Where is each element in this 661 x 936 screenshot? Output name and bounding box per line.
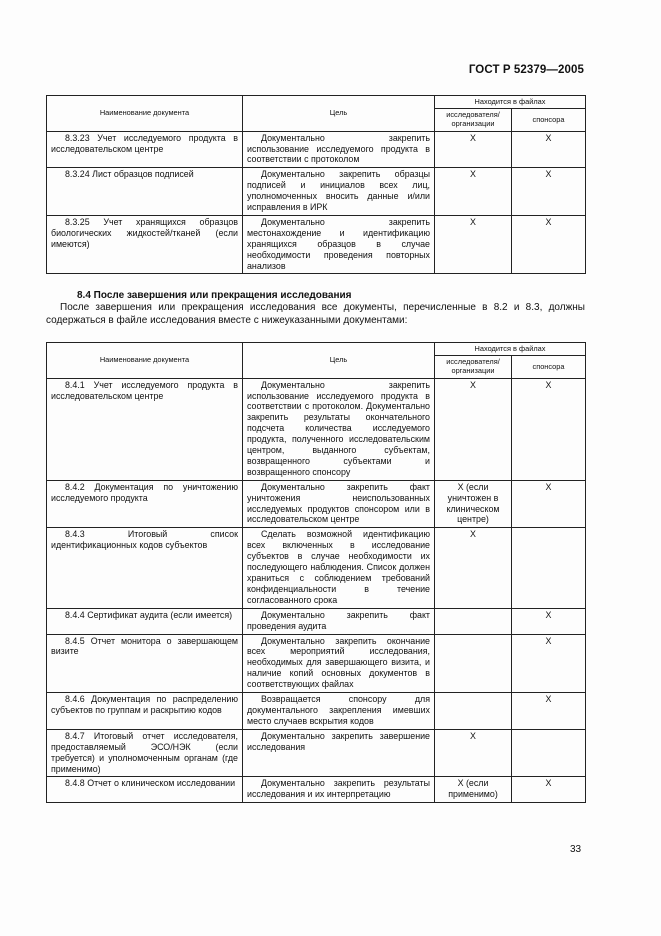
documents-table-8-3 — [46, 95, 586, 274]
document-name-cell-text: 8.3.25 Учет хранящихся образцов биологических жидкостей/тканей (если имеются) — [51, 216, 238, 249]
column-header-goal: Цель — [243, 96, 435, 132]
document-name-cell-text: 8.4.6 Документация по распределению субъектов по группам и раскрытию кодов — [51, 694, 238, 715]
sponsor-file-cell — [512, 528, 586, 608]
document-name-cell — [47, 168, 243, 216]
column-header-located: Находится в файлах — [435, 96, 586, 109]
document-goal-cell — [243, 634, 435, 693]
researcher-file-cell: X (если уничтожен в клиническом центре) — [435, 480, 512, 528]
document-goal-cell — [243, 378, 435, 480]
table-row — [47, 608, 586, 634]
document-goal-cell — [243, 480, 435, 528]
table-body — [47, 378, 586, 803]
document-goal-cell-text: Документально закрепить использование исследуемого продукта в соответствии с протоколом. Документально закрепить результаты окончательного подсчета количества исследуемого продукта, полученного исследовательским центром, выданного субъектам, возвращенного субъектами и возвращенного спонсору — [247, 379, 430, 477]
document-code: ГОСТ Р 52379—2005 — [468, 64, 584, 76]
table-row — [47, 378, 586, 480]
document-goal-cell-text: Документально закрепить образцы подписей и инициалов всех лиц, уполномоченных вносить данные и/или исправления в ИРК — [247, 169, 430, 213]
document-goal-cell — [243, 131, 435, 168]
document-name-cell-text: 8.4.2 Документация по уничтожению исследуемого продукта — [51, 481, 238, 503]
document-goal-cell-text: Документально закрепить местонахождение и идентификацию хранящихся образцов в случае необходимости проведения повторных анализов — [247, 216, 430, 271]
document-name-cell-text: 8.4.8 Отчет о клиническом исследовании — [65, 778, 236, 789]
column-header-name: Наименование документа — [47, 343, 243, 379]
document-name-cell — [47, 608, 243, 634]
sponsor-file-cell: X — [512, 168, 586, 216]
researcher-file-cell: X — [435, 528, 512, 608]
document-goal-cell-text: Сделать возможной идентификацию всех включенных в исследование субъектов в случае необходимости их последующего наблюдения. Список должен храниться с соблюдением требований конфиденциальности в течение согласованного срока — [247, 529, 430, 605]
sponsor-file-cell: X — [512, 215, 586, 274]
document-name-cell — [47, 215, 243, 274]
researcher-file-cell: X — [435, 729, 512, 777]
section-intro: После завершения или прекращения исследования все документы, перечисленные в 8.2 и 8.3, должны содержаться в файле исследования вместе с нижеуказанными документами: — [46, 302, 585, 326]
researcher-file-cell: X (если применимо) — [435, 777, 512, 803]
document-name-cell-text: 8.4.1 Учет исследуемого продукта в исследовательском центре — [51, 379, 238, 401]
document-goal-cell-text: Документально закрепить окончание всех мероприятий исследования, необходимых для завершающего визита, и наличие копий основных документов в соответствующих файлах — [247, 635, 430, 690]
researcher-file-cell: X — [435, 378, 512, 480]
document-goal-cell — [243, 528, 435, 608]
table-row — [47, 693, 586, 730]
document-name-cell-text: 8.4.4 Сертификат аудита (если имеется) — [65, 609, 233, 620]
table-row — [47, 634, 586, 693]
table-body — [47, 131, 586, 274]
column-header-sponsor: спонсора — [512, 356, 586, 378]
document-goal-cell-text: Документально закрепить факт проведения аудита — [247, 609, 430, 631]
document-goal-cell-text: Возвращается спонсору для документального закрепления имевших место случаев вскрытия кодов — [247, 694, 430, 726]
document-goal-cell — [243, 693, 435, 730]
table-row — [47, 168, 586, 216]
sponsor-file-cell: X — [512, 608, 586, 634]
sponsor-file-cell: X — [512, 480, 586, 528]
document-name-cell — [47, 634, 243, 693]
document-goal-cell — [243, 729, 435, 777]
document-goal-cell — [243, 215, 435, 274]
column-header-name: Наименование документа — [47, 96, 243, 132]
document-name-cell — [47, 777, 243, 803]
document-name-cell-text: 8.3.24 Лист образцов подписей — [65, 169, 194, 180]
table-row — [47, 777, 586, 803]
sponsor-file-cell: X — [512, 131, 586, 168]
documents-table-8-4 — [46, 342, 586, 803]
column-header-researchers: исследователя/ организации — [435, 109, 512, 131]
column-header-sponsor: спонсора — [512, 109, 586, 131]
document-goal-cell-text: Документально закрепить результаты исследования и их интерпретацию — [247, 778, 430, 800]
document-name-cell — [47, 528, 243, 608]
document-goal-cell-text: Документально закрепить использование исследуемого продукта в соответствии с протоколом — [247, 132, 430, 165]
document-goal-cell — [243, 168, 435, 216]
sponsor-file-cell: X — [512, 634, 586, 693]
table-row — [47, 729, 586, 777]
researcher-file-cell — [435, 608, 512, 634]
table-row — [47, 131, 586, 168]
researcher-file-cell: X — [435, 215, 512, 274]
sponsor-file-cell: X — [512, 378, 586, 480]
document-name-cell-text: 8.4.3 Итоговый список идентификационных кодов субъектов — [51, 529, 238, 551]
table-row — [47, 215, 586, 274]
document-name-cell — [47, 693, 243, 730]
document-goal-cell — [243, 777, 435, 803]
researcher-file-cell — [435, 634, 512, 693]
document-goal-cell-text: Документально закрепить факт уничтожения неиспользованных исследуемых продуктов спонсором или в исследовательском центре — [247, 481, 430, 525]
document-name-cell — [47, 480, 243, 528]
researcher-file-cell — [435, 693, 512, 730]
document-name-cell-text: 8.4.7 Итоговый отчет исследователя, предоставляемый ЭСО/НЭК (если требуется) и уполномоченным органам (где применимо) — [51, 730, 238, 774]
document-name-cell — [47, 378, 243, 480]
table-row — [47, 480, 586, 528]
document-name-cell-text: 8.4.5 Отчет монитора о завершающем визите — [51, 635, 238, 657]
document-name-cell — [47, 131, 243, 168]
document-name-cell — [47, 729, 243, 777]
column-header-located: Находится в файлах — [435, 343, 586, 356]
sponsor-file-cell: X — [512, 777, 586, 803]
document-goal-cell-text: Документально закрепить завершение исследования — [247, 730, 430, 752]
column-header-goal: Цель — [243, 343, 435, 379]
page-number: 33 — [570, 844, 582, 855]
researcher-file-cell: X — [435, 131, 512, 168]
document-goal-cell — [243, 608, 435, 634]
column-header-researchers: исследователя/ организации — [435, 356, 512, 378]
table-row — [47, 528, 586, 608]
section-title: 8.4 После завершения или прекращения исследования — [77, 290, 352, 301]
sponsor-file-cell: X — [512, 693, 586, 730]
researcher-file-cell: X — [435, 168, 512, 216]
document-name-cell-text: 8.3.23 Учет исследуемого продукта в исследовательском центре — [51, 132, 238, 154]
sponsor-file-cell — [512, 729, 586, 777]
